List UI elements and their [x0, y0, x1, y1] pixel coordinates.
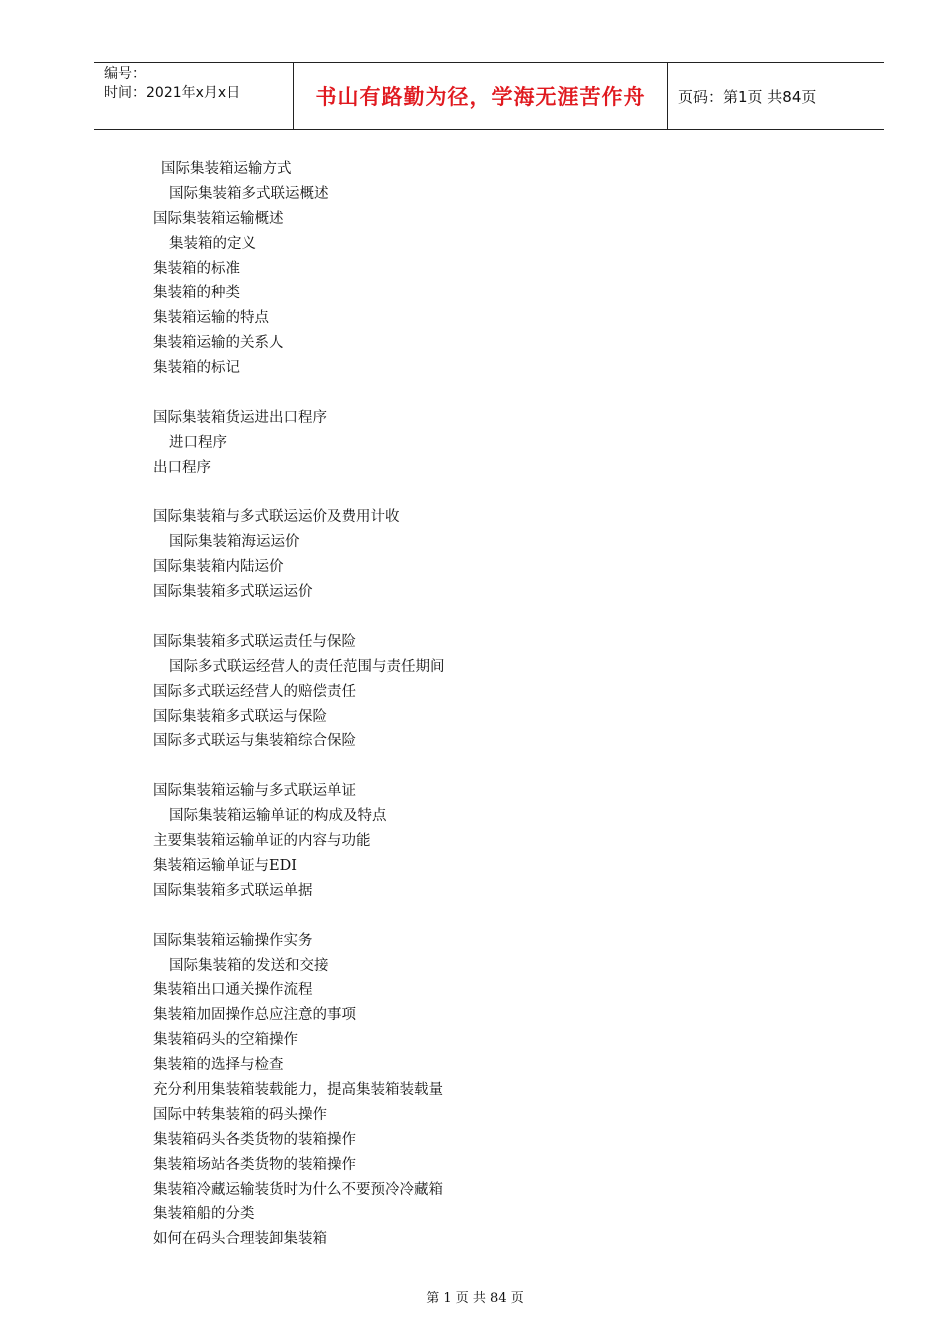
toc-item: 集装箱运输单证与EDI: [153, 857, 297, 874]
time-label: 时间：2021年x月x日: [104, 85, 241, 101]
toc-item: 集装箱的标记: [153, 360, 240, 377]
toc-item: 国际多式联运经营人的赔偿责任: [153, 683, 356, 700]
toc-item: 集装箱船的分类: [153, 1206, 255, 1223]
toc-item: 充分利用集装箱装载能力，提高集装箱装载量: [153, 1081, 443, 1098]
header-motto: 书山有路勤为径，学海无涯苦作舟: [294, 63, 668, 129]
toc-item: 集装箱的标准: [153, 260, 240, 277]
toc-item: 国际集装箱内陆运价: [153, 559, 284, 576]
toc-item: 国际集装箱运输操作实务: [153, 932, 313, 949]
toc-item: 集装箱码头各类货物的装箱操作: [153, 1131, 356, 1148]
toc-item: 国际集装箱运输方式: [161, 161, 292, 177]
toc-item: 国际集装箱海运运价: [169, 534, 300, 551]
toc-item: 集装箱运输的特点: [153, 310, 269, 327]
toc-item: 如何在码头合理装卸集装箱: [153, 1231, 327, 1248]
toc-item: 出口程序: [153, 459, 211, 476]
toc-item: 进口程序: [169, 434, 227, 451]
header-meta: [94, 63, 294, 129]
toc-item: 集装箱运输的关系人: [153, 335, 284, 352]
blank-line: [153, 754, 853, 779]
blank-line: [153, 381, 853, 406]
page-header: [94, 62, 884, 130]
toc-item: 国际集装箱多式联运运价: [153, 584, 313, 601]
table-of-contents: [153, 157, 853, 1252]
toc-item: 集装箱出口通关操作流程: [153, 982, 313, 999]
number-label: 编号：: [104, 66, 146, 82]
blank-line: [153, 481, 853, 506]
toc-item: 国际集装箱多式联运与保险: [153, 708, 327, 725]
toc-item: 国际集装箱运输概述: [153, 210, 284, 227]
toc-item: 集装箱的选择与检查: [153, 1057, 284, 1074]
toc-item: 国际多式联运与集装箱综合保险: [153, 733, 356, 750]
toc-item: 集装箱加固操作总应注意的事项: [153, 1007, 356, 1024]
toc-item: 主要集装箱运输单证的内容与功能: [153, 833, 371, 850]
blank-line: [153, 904, 853, 929]
toc-item: 国际集装箱的发送和交接: [169, 957, 329, 974]
toc-item: 集装箱冷藏运输装货时为什么不要预冷冷藏箱: [153, 1181, 443, 1198]
toc-item: 国际集装箱多式联运单据: [153, 882, 313, 899]
toc-item: 国际集装箱多式联运责任与保险: [153, 633, 356, 650]
toc-item: 国际集装箱运输单证的构成及特点: [169, 808, 387, 825]
toc-item: 集装箱场站各类货物的装箱操作: [153, 1156, 356, 1173]
page-footer: 第 1 页 共 84 页: [426, 1291, 524, 1306]
toc-item: 国际多式联运经营人的责任范围与责任期间: [169, 658, 445, 675]
header-page-info: 页码：第1页 共84页: [678, 87, 817, 106]
toc-item: 国际集装箱货运进出口程序: [153, 409, 327, 426]
toc-item: 集装箱码头的空箱操作: [153, 1032, 298, 1049]
toc-item: 国际集装箱多式联运概述: [169, 185, 329, 202]
toc-item: 国际集装箱与多式联运运价及费用计收: [153, 509, 400, 526]
toc-item: 国际中转集装箱的码头操作: [153, 1106, 327, 1123]
toc-item: 集装箱的种类: [153, 285, 240, 302]
toc-item: 集装箱的定义: [169, 235, 256, 252]
toc-item: 国际集装箱运输与多式联运单证: [153, 783, 356, 800]
blank-line: [153, 605, 853, 630]
